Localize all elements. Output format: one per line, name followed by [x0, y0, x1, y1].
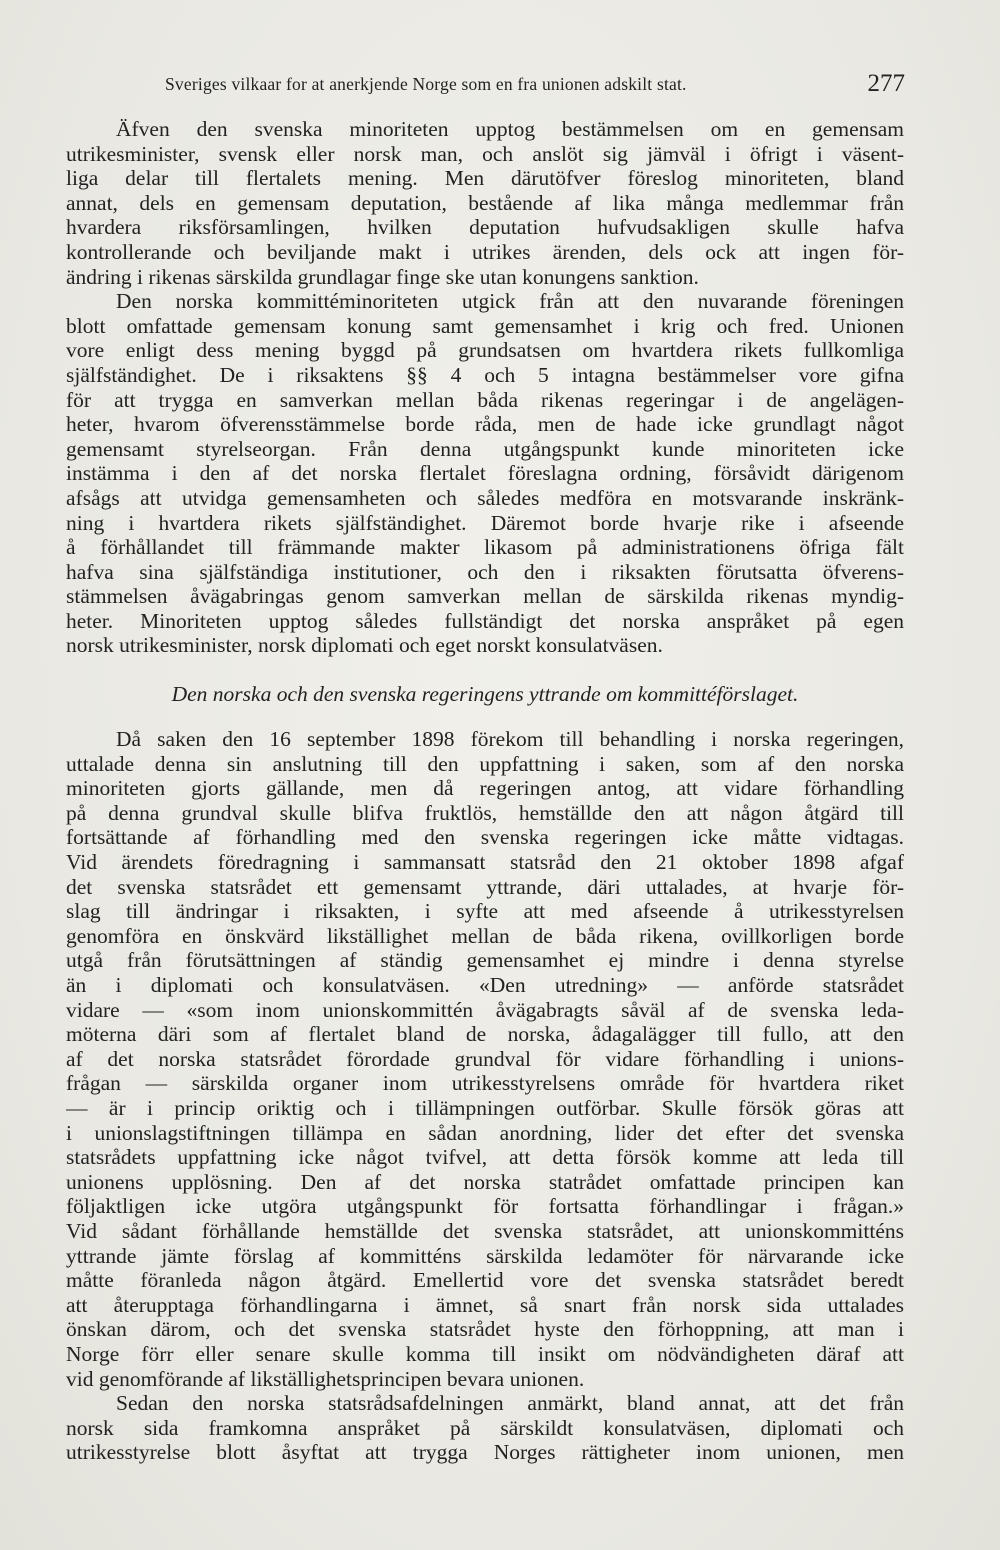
text-line: kontrollerande och beviljande makt i utrikes ärenden, dels ock att ingen för- [66, 239, 904, 264]
text-line: fortsättande af förhandling med den svenska regeringen icke måtte vidtagas. [66, 825, 904, 850]
text-line: slag till ändringar i riksakten, i syfte att med afseende å utrikesstyrelsen [66, 899, 904, 924]
text-line: norsk utrikesminister, norsk diplomati och eget norskt konsulatväsen. [66, 633, 663, 658]
running-head [165, 70, 905, 100]
text-line: heter. Minoriteten upptog således fullständigt det norska anspråket på egen [66, 608, 904, 633]
text-line: önskan därom, och det svenska statsrådet hyste den förhoppning, att man i [66, 1317, 904, 1342]
text-line: — är i princip oriktig och i tillämpningen outförbar. Skulle försök göras att [66, 1095, 904, 1120]
text-line: afsågs att utvidga gemensamheten och således medföra en motsvarande inskränk- [66, 485, 904, 510]
text-line: utrikesstyrelse blott åsyftat att trygga Norges rättigheter inom unionen, men [66, 1440, 904, 1465]
text-line: norsk sida framkomna anspråket på särskildt konsulatväsen, diplomati och [66, 1415, 904, 1440]
text-line: vidare — «som inom unionskommittén åvägabragts såväl af de svenska leda- [66, 997, 904, 1022]
text-line: unionens upplösning. Den af det norska statrådet omfattade principen kan [66, 1169, 904, 1194]
text-line: Vid sådant förhållande hemställde det svenska statsrådet, att unionskommitténs [66, 1218, 904, 1243]
text-line: Då saken den 16 september 1898 förekom till behandling i norska regeringen, [116, 727, 904, 752]
page-number: 277 [867, 70, 905, 97]
text-line: själfständighet. De i riksaktens §§ 4 och 5 intagna bestämmelser vore gifna [66, 362, 904, 387]
text-line: Norge förr eller senare skulle komma till insikt om nödvändigheten däraf att [66, 1341, 904, 1366]
text-line: det svenska statsrådet ett gemensamt yttrande, däri uttalades, at hvarje för- [66, 874, 904, 899]
text-line: på denna grundval skulle blifva fruktlös, hemställde den att någon åtgärd till [66, 800, 904, 825]
text-line: hvardera riksförsamlingen, hvilken deputation hufvudsakligen skulle hafva [66, 215, 904, 240]
text-line: Äfven den svenska minoriteten upptog bestämmelsen om en gemensam [116, 117, 904, 141]
text-line: uttalade denna sin anslutning till den uppfattning i saken, som af den norska [66, 751, 904, 776]
paragraph-minority-norwegian [66, 289, 904, 658]
text-line: gemensamt styrelseorgan. Från denna utgångspunkt kunde minoriteten icke [66, 436, 904, 461]
text-line: yttrande jämte förslag af kommitténs särskilda ledamöter för närvarande icke [66, 1243, 904, 1268]
text-line: liga delar till flertalets mening. Men därutöfver föreslog minoriteten, bland [66, 166, 904, 191]
text-line: Den norska kommittéminoriteten utgick från att den nuvarande föreningen [116, 289, 904, 314]
text-line: följaktligen icke utgöra utgångspunkt för fortsatta förhandlingar i frågan.» [66, 1194, 904, 1219]
text-line: blott omfattade gemensam konung samt gemensamhet i krig och fred. Unionen [66, 313, 904, 338]
text-line: ning i hvartdera rikets själfständighet. Däremot borde hvarje rike i afseende [66, 510, 904, 535]
text-line: att återupptaga förhandlingarna i ämnet, så snart från norsk sida uttalades [66, 1292, 904, 1317]
paragraph-minority-swedish [66, 117, 904, 289]
text-line: instämma i den af det norska flertalet föreslagna ordning, försåvidt därigenom [66, 461, 904, 486]
text-line: statsrådets uppfattning icke något tvifvel, att detta försök komme att leda till [66, 1145, 904, 1170]
text-line: ändring i rikenas särskilda grundlagar finge ske utan konungens sanktion. [66, 264, 699, 289]
text-line: af det norska statsrådet förordade grundval för vidare förhandling i unions- [66, 1046, 904, 1071]
text-line: i unionslagstiftningen tillämpa en sådan anordning, lider det efter det svenska [66, 1120, 904, 1145]
text-line: frågan — särskilda organer inom utrikesstyrelsens område för hvartdera riket [66, 1071, 904, 1096]
running-title: Sveriges vilkaar for at anerkjende Norge som en fra unionen adskilt stat. [165, 74, 687, 94]
text-line: utrikesminister, svensk eller norsk man, och anslöt sig jämväl i öfrigt i väsent- [66, 141, 904, 166]
text-line: utgå från förutsättningen af ständig gemensamhet ej mindre i denna styrelse [66, 948, 904, 973]
text-line: måtte föranleda någon åtgärd. Emellertid vore det svenska statsrådet beredt [66, 1268, 904, 1293]
paragraph-government-statement [66, 727, 904, 1391]
text-line: än i diplomati och konsulatväsen. «Den utredning» — anförde statsrådet [66, 973, 904, 997]
text-line: heter, hvarom öfverensstämmelse borde råda, men de hade icke grundlagt något [66, 412, 904, 437]
text-line: Sedan den norska statsrådsafdelningen anmärkt, bland annat, att det från [116, 1391, 904, 1416]
section-heading: Den norska och den svenska regeringens yttrande om kommittéförslaget. [171, 682, 799, 707]
text-line: möterna däri som af flertalet bland de norska, ådagalägger till fullo, att den [66, 1022, 904, 1047]
text-line: vore enligt dess mening byggd på grundsatsen om hvartdera rikets fullkomliga [66, 338, 904, 363]
text-line: genomföra en önskvärd likställighet mellan de båda rikena, ovillkorligen borde [66, 923, 904, 948]
text-line: minoriteten gjorts gällande, men då regeringen antog, att vidare förhandling [66, 776, 904, 801]
body-text [66, 117, 904, 1537]
text-line: stämmelsen åvägabringas genom samverkan mellan de särskilda rikenas myndig- [66, 584, 904, 609]
paragraph-norwegian-remark [66, 1391, 904, 1465]
text-line: vid genomförande af likställighetsprincipen bevara unionen. [66, 1366, 585, 1391]
text-line: å förhållandet till främmande makter likasom på administrationens öfriga fält [66, 535, 904, 560]
text-line: för att trygga en samverkan mellan båda rikenas regeringar i de angelägen- [66, 387, 904, 412]
text-line: hafva sina själfständiga institutioner, och den i riksakten förutsatta öfverens- [66, 559, 904, 584]
text-line: Vid ärendets föredragning i sammansatt statsråd den 21 oktober 1898 afgaf [66, 850, 904, 875]
text-line: annat, dels en gemensam deputation, bestående af lika många medlemmar från [66, 190, 904, 215]
